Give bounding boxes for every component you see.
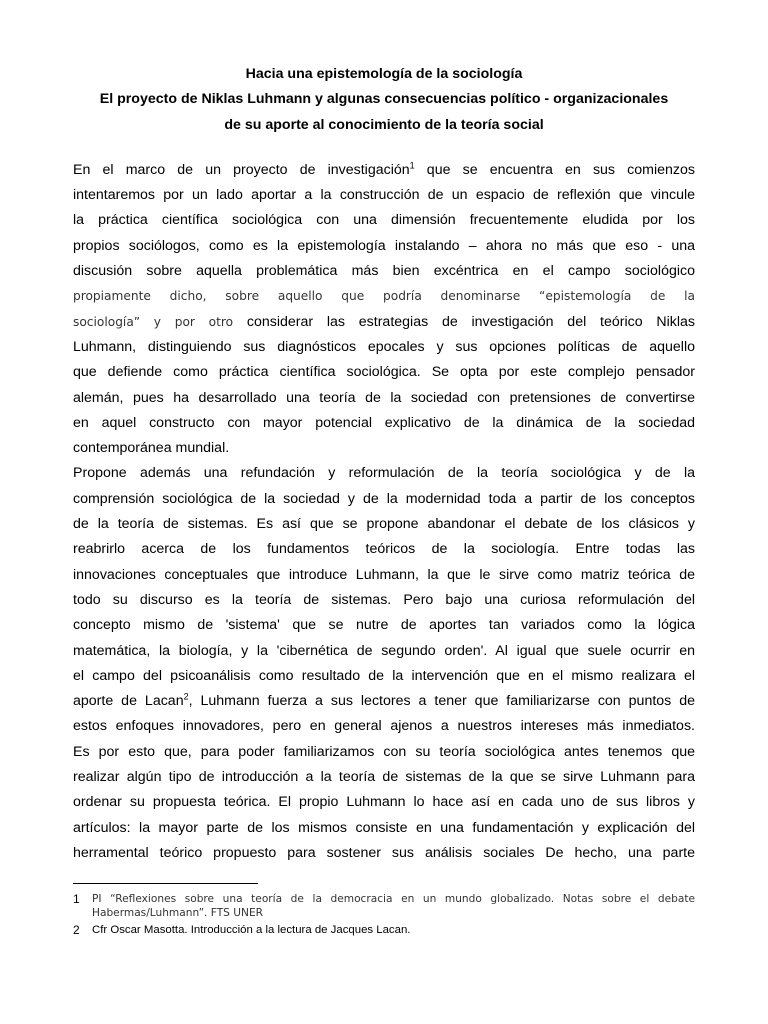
text-line: discusión sobre aquella problemática más bien excéntrica en el campo sociológico: [73, 263, 695, 280]
text-segment: sociología” y por otro: [73, 314, 234, 329]
footnote-number: 1: [73, 892, 80, 906]
title-line-2: El proyecto de Niklas Luhmann y algunas consecuencias político - organizacionales: [99, 91, 669, 108]
text-segment: En el marco de un proyecto de investigación: [73, 161, 410, 178]
document-page: [73, 62, 695, 866]
footnote-number: 2: [73, 923, 80, 937]
text-segment: considerar las estrategias de investigación del teórico Niklas: [233, 313, 695, 330]
text-line: artículos: la mayor parte de los mismos consiste en una fundamentación y explicación del: [73, 819, 695, 836]
text-line: contemporánea mundial.: [73, 440, 230, 457]
text-line: herramental teórico propuesto para sostener sus análisis sociales De hecho, una parte: [73, 844, 695, 861]
text-line: Luhmann, distinguiendo sus diagnósticos epocales y sus opciones políticas de aquello: [73, 338, 695, 355]
text-line: [73, 310, 695, 335]
text-line: concepto mismo de 'sistema' que se nutre de aportes tan variados como la lógica: [73, 617, 695, 634]
title-line-3: de su aporte al conocimiento de la teoría social: [224, 116, 544, 133]
footnote-ref-1: 1: [409, 160, 415, 171]
body-text: [73, 158, 695, 866]
text-line: intentaremos por un lado aportar a la construcción de un espacio de reflexión que vincule: [73, 187, 695, 204]
footnote-line: Cfr Oscar Masotta. Introducción a la lectura de Jacques Lacan.: [92, 924, 411, 936]
paragraph-2: [73, 461, 695, 866]
text-line: la práctica científica sociológica con una dimensión frecuentemente eludida por los: [73, 212, 695, 229]
text-line: innovaciones conceptuales que introduce Luhmann, la que le sirve como matriz teórica de: [73, 566, 695, 583]
text-line: que defiende como práctica científica sociológica. Se opta por este complejo pensador: [73, 364, 695, 381]
footnote-text: [92, 923, 695, 937]
text-line: comprensión sociológica de la sociedad y de la modernidad toda a partir de los conceptos: [73, 490, 695, 507]
text-line: en aquel constructo con mayor potencial explicativo de la dinámica de la sociedad: [73, 414, 695, 431]
text-segment: que se encuentra en sus comienzos: [414, 161, 695, 178]
footnote-separator: [73, 883, 258, 884]
title-line-1: Hacia una epistemología de la sociología: [245, 66, 523, 82]
footnote-ref-2: 2: [183, 691, 189, 702]
text-line: [73, 158, 695, 183]
text-line: propiamente dicho, sobre aquello que podría denominarse “epistemología de la: [73, 289, 695, 304]
footnote-2: [73, 923, 695, 937]
text-line: propios sociólogos, como es la epistemología instalando – ahora no más que eso - una: [73, 237, 695, 254]
text-line: Propone además una refundación y reformulación de la teoría sociológica y de la: [73, 465, 695, 482]
text-line: [73, 689, 695, 714]
footnote-text: [92, 892, 695, 920]
paragraph-1: [73, 158, 695, 462]
text-line: matemática, la biología, y la 'cibernética de segundo orden'. Al igual que suele ocurrir en: [73, 642, 695, 659]
text-line: alemán, pues ha desarrollado una teoría de la sociedad con pretensiones de convertirse: [73, 389, 695, 406]
footnote-line: PI “Reflexiones sobre una teoría de la democracia en un mundo globalizado. Notas sobre el debate: [92, 893, 695, 905]
text-line: de la teoría de sistemas. Es así que se propone abandonar el debate de los clásicos y: [73, 516, 695, 533]
document-title: [73, 62, 695, 138]
text-line: realizar algún tipo de introducción a la teoría de sistemas de la que se sirve Luhmann para: [73, 769, 695, 786]
text-line: el campo del psicoanálisis como resultado de la intervención que en el mismo realizara el: [73, 667, 695, 684]
text-segment: , Luhmann fuerza a sus lectores a tener que familiarizarse con puntos de: [188, 693, 695, 710]
text-line: ordenar su propuesta teórica. El propio Luhmann lo hace así en cada uno de sus libros y: [73, 794, 695, 811]
text-segment: aporte de Lacan: [73, 693, 184, 710]
text-line: todo su discurso es la teoría de sistemas. Pero bajo una curiosa reformulación del: [73, 591, 695, 608]
footnotes: [73, 892, 695, 940]
text-line: reabrirlo acerca de los fundamentos teóricos de la sociología. Entre todas las: [73, 541, 695, 558]
text-line: Es por esto que, para poder familiarizamos con su teoría sociológica antes tenemos que: [73, 743, 695, 760]
text-line: estos enfoques innovadores, pero en general ajenos a nuestros intereses más inmediatos.: [73, 718, 695, 735]
footnote-line: Habermas/Luhmann”. FTS UNER: [92, 907, 263, 919]
footnote-1: [73, 892, 695, 920]
